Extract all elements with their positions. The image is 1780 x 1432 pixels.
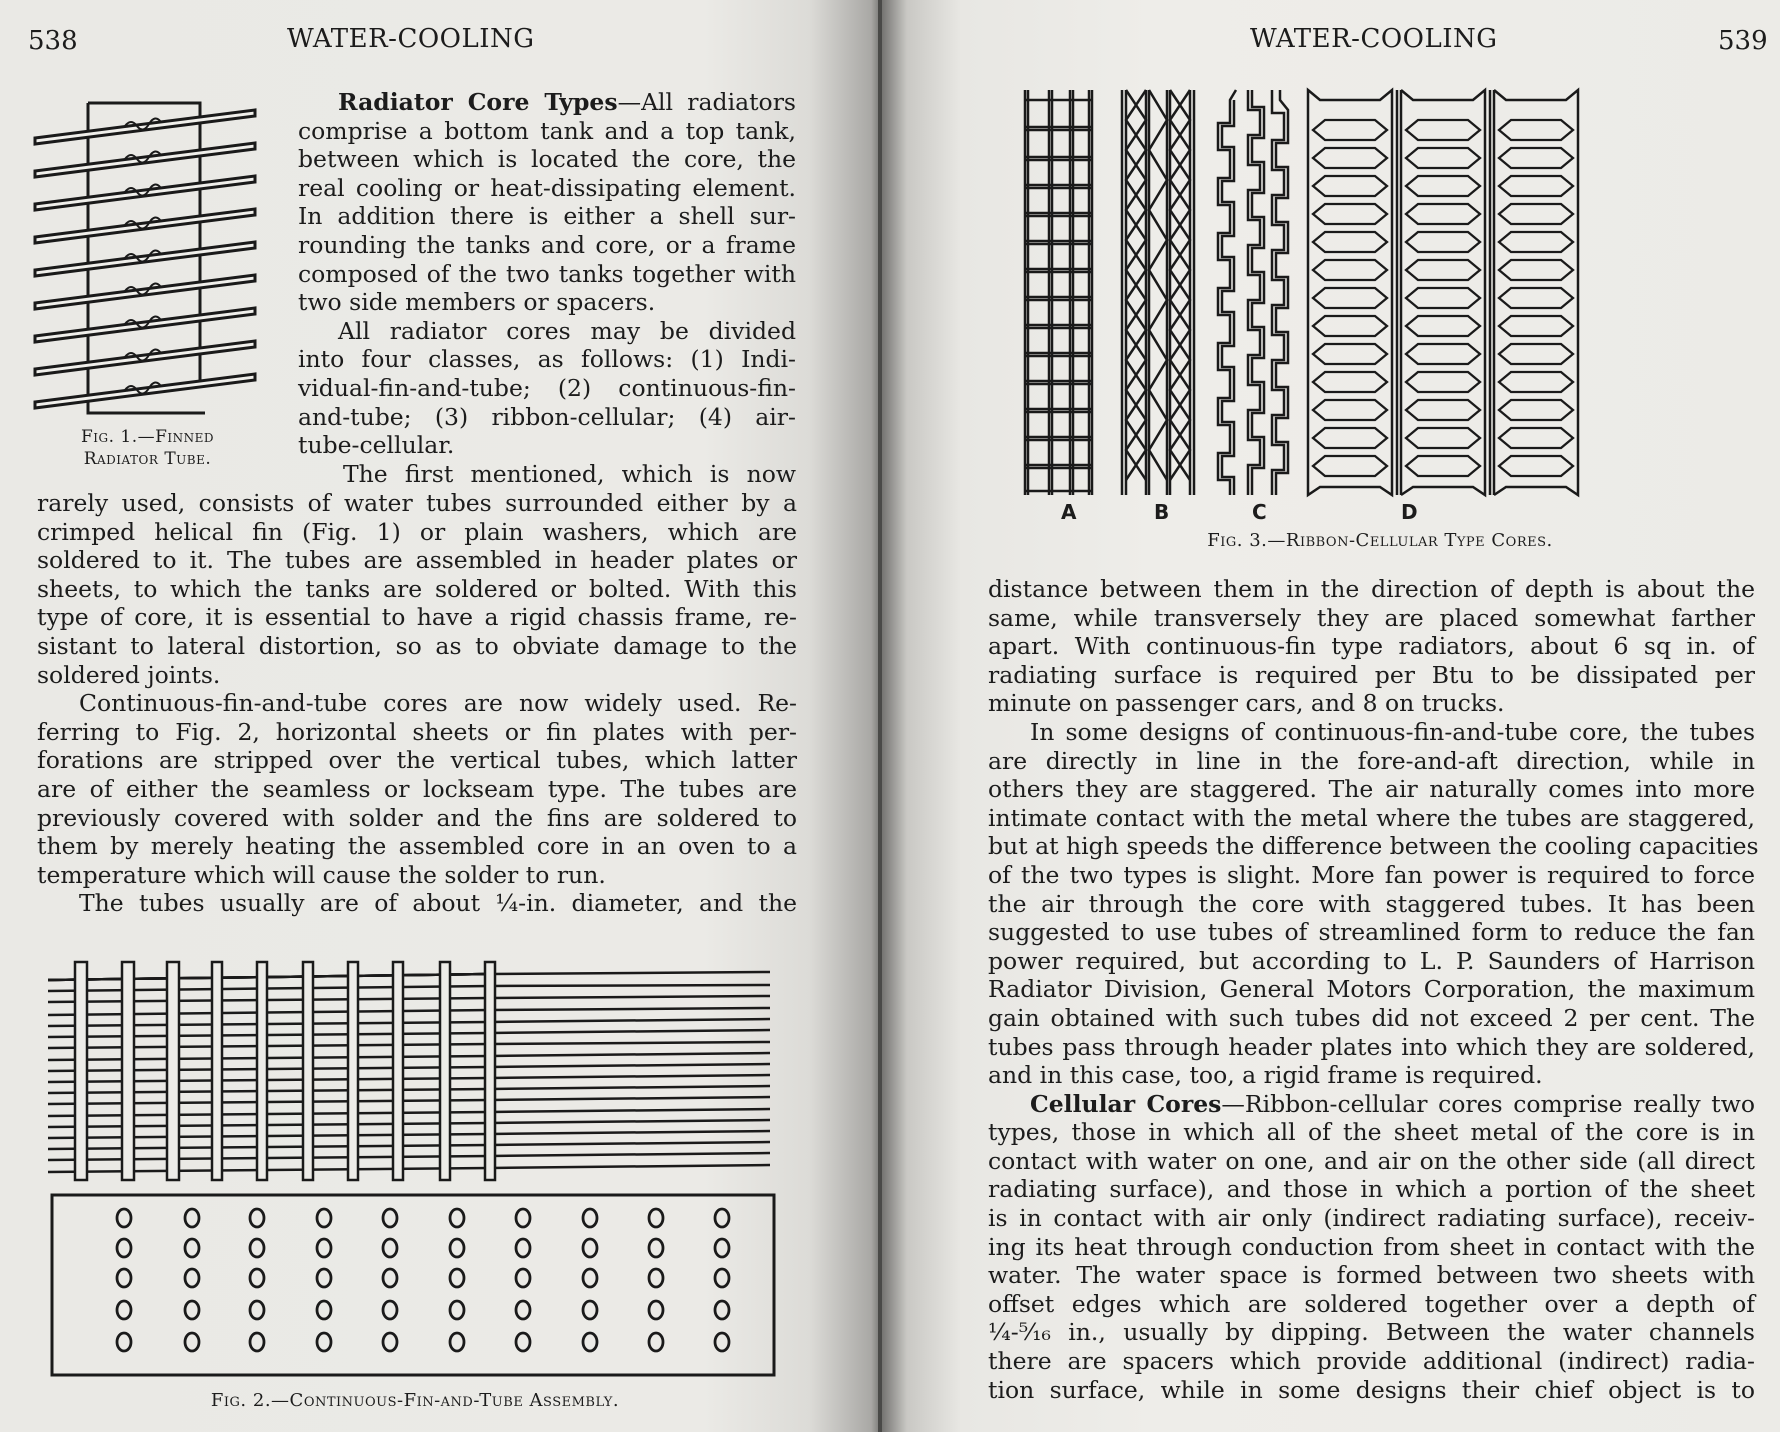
- running-head-left: WATER-COOLING: [287, 24, 535, 54]
- text-line: rarely used, consists of water tubes surrounded either by a: [37, 489, 797, 517]
- intro-wrapped-text: [298, 88, 796, 488]
- text-line: gain obtained with such tubes did not exceed 2 per cent. The: [988, 1003, 1755, 1032]
- text-line: two side members or spacers.: [298, 288, 656, 317]
- fig3-caption: Fig. 3.—Ribbon-Cellular Type Cores.: [1207, 530, 1553, 551]
- text-line: apart. With continuous-fin type radiators, about 6 sq in. of: [988, 632, 1755, 661]
- text-line: The first mentioned, which is now: [343, 459, 796, 488]
- fig2-caption: Fig. 2.—Continuous-Fin-and-Tube Assembly.: [210, 1390, 620, 1411]
- page-number-left: 538: [28, 26, 78, 56]
- text-line: vidual-fin-and-tube; (2) continuous-fin-: [298, 373, 796, 402]
- text-line: crimped helical fin (Fig. 1) or plain washers, which are: [37, 517, 797, 546]
- text-line: offset edges which are soldered together over a depth of: [988, 1289, 1755, 1318]
- text-line: and-tube; (3) ribbon-cellular; (4) air-: [298, 402, 796, 431]
- section-heading-cellular-cores: Cellular Cores: [1030, 1089, 1222, 1118]
- text-line: type of core, it is essential to have a rigid chassis frame, re-: [37, 603, 797, 632]
- text-line: sistant to lateral distortion, so as to obviate damage to the: [37, 631, 797, 660]
- text-line: radiating surface), and those in which a portion of the sheet: [988, 1175, 1755, 1204]
- text-line: composed of the two tanks together with: [298, 259, 796, 288]
- text-line: tion surface, while in some designs their chief object is to: [988, 1375, 1755, 1404]
- text-line: [298, 88, 796, 117]
- text-line: Continuous-fin-and-tube cores are now widely used. Re-: [79, 689, 797, 718]
- fig1-caption-line: Fig. 1.—Finned: [80, 427, 215, 447]
- text-line: distance between them in the direction of depth is about the: [988, 575, 1755, 603]
- text-line: is in contact with air only (indirect radiating surface), receiv-: [988, 1204, 1755, 1233]
- text-line: others they are staggered. The air naturally comes into more: [988, 775, 1755, 804]
- text-line: forations are stripped over the vertical tubes, which latter: [37, 746, 797, 775]
- fig2-header-plate-holes: [45, 960, 785, 1380]
- fig1-caption: [30, 426, 265, 470]
- fig3-core-d-cells: [1010, 85, 1750, 525]
- text-line: real cooling or heat-dissipating element.: [298, 173, 796, 202]
- text-line: contact with water on one, and air on the other side (all direct: [988, 1146, 1755, 1175]
- text-line: ferring to Fig. 2, horizontal sheets or fin plates with per-: [37, 717, 797, 746]
- text-line: the air through the core with staggered tubes. It has been: [988, 889, 1755, 918]
- text-line: tubes pass through header plates into which they are soldered,: [988, 1032, 1755, 1061]
- text-line: are of either the seamless or lockseam type. The tubes are: [37, 774, 797, 803]
- text-fragment: —Ribbon-cellular cores comprise really two: [1221, 1089, 1755, 1118]
- fig3-label-c: C: [1252, 500, 1267, 524]
- page-number-right: 539: [1718, 26, 1768, 56]
- text-line: are directly in line in the fore-and-aft direction, while in: [988, 746, 1755, 775]
- text-line: In some designs of continuous-fin-and-tube core, the tubes: [1030, 717, 1755, 746]
- text-line: between which is located the core, the: [298, 145, 796, 174]
- text-line: intimate contact with the metal where the tubes are staggered,: [988, 803, 1755, 832]
- text-line: same, while transversely they are placed somewhat farther: [988, 603, 1755, 632]
- text-line: The tubes usually are of about ¼-in. diameter, and the: [79, 889, 797, 918]
- fig3-label-a: A: [1061, 500, 1077, 524]
- text-line: comprise a bottom tank and a top tank,: [298, 116, 796, 145]
- fig3-label-d: D: [1401, 500, 1418, 524]
- section-heading-radiator-core-types: Radiator Core Types: [338, 88, 618, 116]
- text-line: All radiator cores may be divided: [338, 316, 796, 345]
- text-line: [988, 1090, 1755, 1119]
- text-line: ing its heat through conduction from sheet in contact with the: [988, 1232, 1755, 1261]
- text-line: soldered to it. The tubes are assembled in header plates or: [37, 546, 797, 575]
- text-line: minute on passenger cars, and 8 on trucks.: [988, 689, 1505, 718]
- fig3-label-b: B: [1154, 500, 1170, 524]
- text-line: water. The water space is formed between two sheets with: [988, 1261, 1755, 1290]
- text-line: sheets, to which the tanks are soldered or bolted. With this: [37, 574, 797, 603]
- text-fragment: —All radiators: [617, 88, 796, 116]
- text-line: but at high speeds the difference between the cooling capacities: [988, 832, 1759, 861]
- text-line: soldered joints.: [37, 660, 221, 689]
- text-line: power required, but according to L. P. Saunders of Harrison: [988, 946, 1755, 975]
- text-line: types, those in which all of the sheet metal of the core is in: [988, 1118, 1755, 1147]
- text-line: temperature which will cause the solder to run.: [37, 860, 606, 889]
- fig1-finned-radiator-tube-illustration: [30, 98, 265, 418]
- text-line: rounding the tanks and core, or a frame: [298, 230, 796, 259]
- text-line: them by merely heating the assembled core in an oven to a: [37, 832, 797, 861]
- text-line: radiating surface is required per Btu to be dissipated per: [988, 660, 1755, 689]
- text-line: and in this case, too, a rigid frame is required.: [988, 1061, 1543, 1090]
- text-line: into four classes, as follows: (1) Indi-: [298, 345, 796, 374]
- fig1-caption-line: Radiator Tube.: [83, 449, 212, 469]
- text-line: there are spacers which provide additional (indirect) radia-: [988, 1347, 1755, 1376]
- left-body-text: [37, 489, 797, 918]
- text-line: Radiator Division, General Motors Corporation, the maximum: [988, 975, 1755, 1004]
- text-line: ¼-⁵⁄₁₆ in., usually by dipping. Between the water channels: [988, 1318, 1755, 1347]
- text-line: tube-cellular.: [298, 431, 455, 460]
- book-spine: [878, 0, 882, 1432]
- text-line: In addition there is either a shell sur-: [298, 202, 796, 231]
- text-line: previously covered with solder and the fins are soldered to: [37, 803, 797, 832]
- right-body-text: [988, 575, 1759, 1404]
- running-head-right: WATER-COOLING: [1250, 24, 1498, 54]
- text-line: suggested to use tubes of streamlined form to reduce the fan: [988, 918, 1755, 947]
- text-line: of the two types is slight. More fan power is required to force: [988, 860, 1755, 889]
